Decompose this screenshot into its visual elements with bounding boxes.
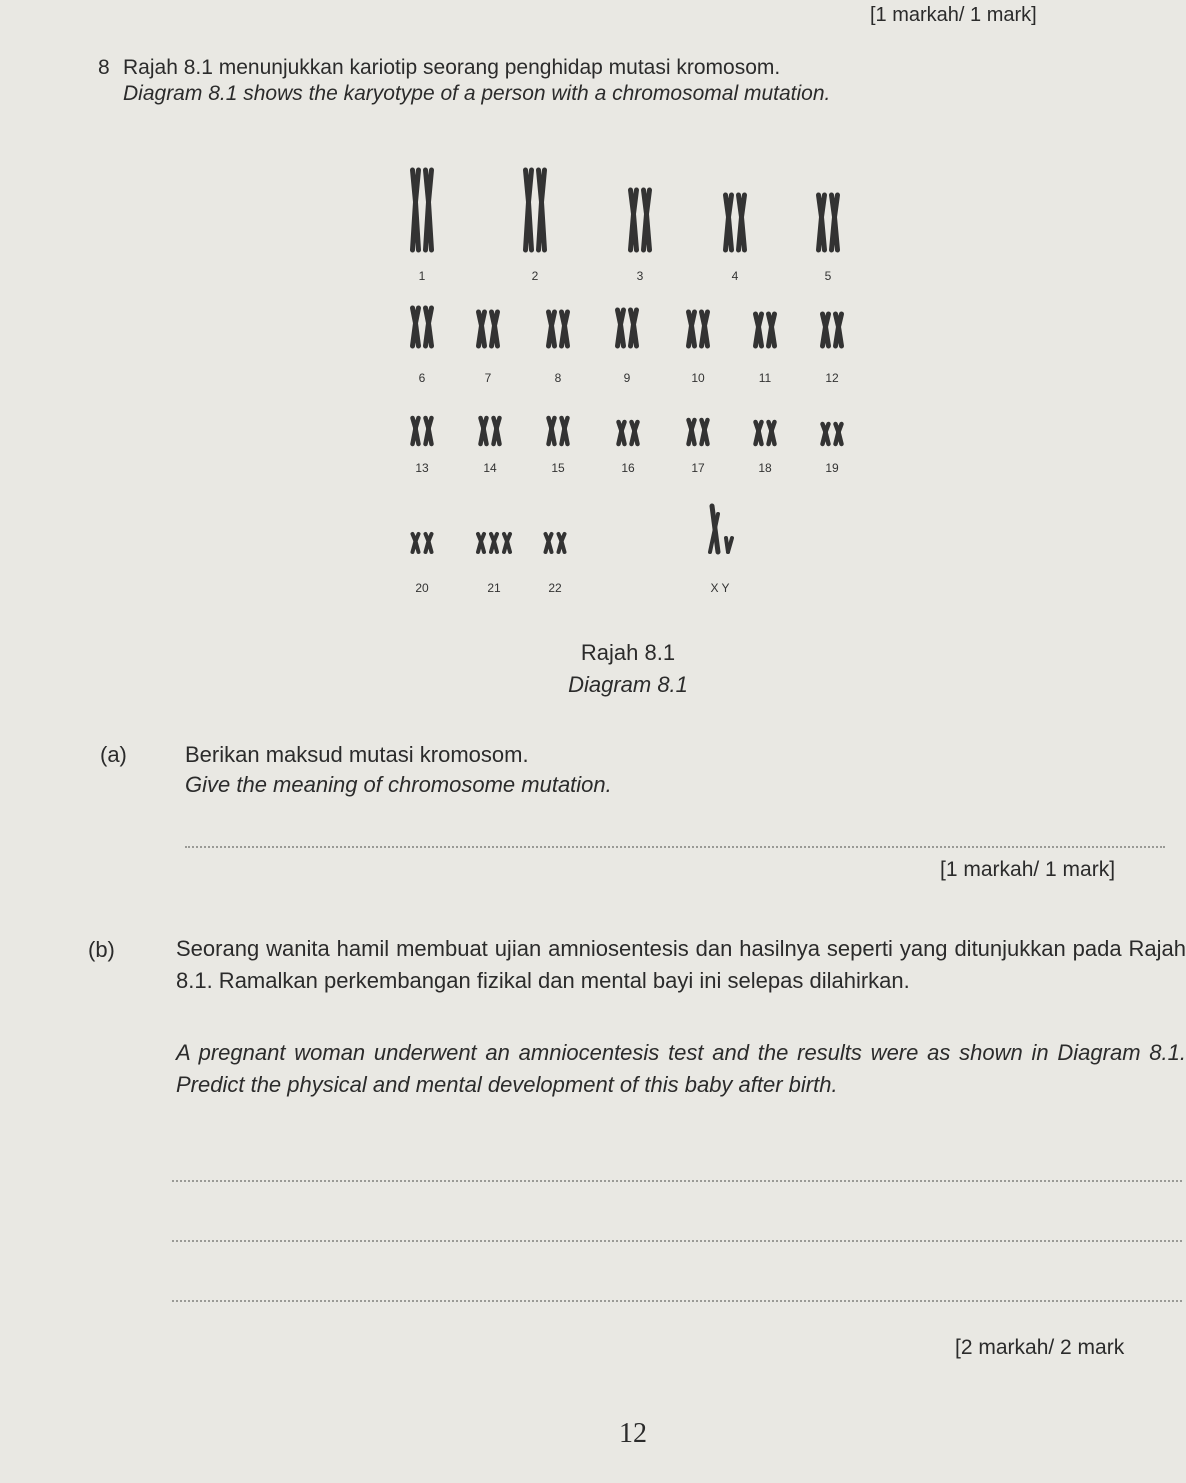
- chromosome-15: [549, 418, 568, 444]
- chromosome-label: 2: [531, 269, 539, 283]
- chromosome-label: 22: [548, 581, 562, 595]
- part-b-label: (b): [88, 937, 115, 962]
- chromosome-18: [756, 422, 775, 444]
- chromosome-2: [526, 170, 545, 250]
- part-b-malay: Seorang wanita hamil membuat ujian amniosentesis dan hasilnya seperti yang ditunjukkan pada Rajah 8.1. Ramalkan perkembangan fizikal dan mental bayi ini selepas dilahirkan.: [176, 936, 1186, 993]
- answer-line-b3[interactable]: [172, 1300, 1182, 1302]
- chromosome-label: 21: [487, 581, 501, 595]
- chromosome-label: 10: [691, 371, 705, 385]
- chromosome-label: 5: [824, 269, 832, 283]
- part-a-english: Give the meaning of chromosome mutation.: [185, 772, 612, 797]
- part-a-malay: Berikan maksud mutasi kromosom.: [185, 742, 529, 767]
- chromosome-label: 8: [554, 371, 562, 385]
- question-text-malay: Rajah 8.1 menunjukkan kariotip seorang penghidap mutasi kromosom.: [123, 56, 781, 79]
- part-b-mark: [2 markah/ 2 mark: [955, 1336, 1125, 1359]
- chromosome-14: [481, 418, 500, 444]
- part-a-mark: [1 markah/ 1 mark]: [940, 858, 1116, 881]
- chromosome-21: [478, 534, 510, 552]
- chromosome-5: [819, 195, 838, 250]
- page-number: 12: [619, 1418, 647, 1449]
- chromosome-label: 4: [731, 269, 739, 283]
- chromosome-label: 19: [825, 461, 839, 475]
- chromosome-22: [546, 534, 565, 552]
- chromosome-label: 6: [418, 371, 426, 385]
- answer-line-b2[interactable]: [172, 1240, 1182, 1242]
- chromosome-6: [413, 308, 432, 346]
- chromosome-label: 16: [621, 461, 635, 475]
- chromosome-8: [549, 312, 568, 346]
- chromosome-23: [710, 506, 732, 552]
- chromosome-label: 11: [758, 371, 772, 385]
- chromosome-label: 7: [484, 371, 492, 385]
- chromosome-16: [619, 422, 638, 444]
- part-a-label: (a): [100, 742, 127, 767]
- chromosome-20: [413, 534, 432, 552]
- answer-line-b1[interactable]: [172, 1180, 1182, 1182]
- chromosome-12: [823, 314, 842, 346]
- chromosome-4: [726, 195, 745, 250]
- chromosome-label: 17: [691, 461, 705, 475]
- chromosome-label: 1: [418, 269, 426, 283]
- chromosome-1: [413, 170, 432, 250]
- chromosome-label: 18: [758, 461, 772, 475]
- chromosome-label: 14: [483, 461, 497, 475]
- question-number: 8: [98, 56, 110, 79]
- chromosome-11: [756, 314, 775, 346]
- answer-line-a[interactable]: [185, 846, 1165, 848]
- chromosome-17: [689, 420, 708, 444]
- chromosome-10: [689, 312, 708, 346]
- chromosome-13: [413, 418, 432, 444]
- diagram-caption-english: Diagram 8.1: [568, 672, 688, 697]
- karyotype-diagram: [380, 150, 860, 610]
- chromosome-label: 12: [825, 371, 839, 385]
- chromosome-label: 3: [636, 269, 644, 283]
- chromosome-label: X Y: [710, 581, 730, 595]
- chromosome-label: 20: [415, 581, 429, 595]
- chromosome-9: [618, 310, 637, 346]
- part-b-english: A pregnant woman underwent an amniocentesis test and the results were as shown in Diagram 8.1. Predict the physical and mental development of this baby after birth.: [176, 1040, 1186, 1097]
- chromosome-7: [479, 312, 498, 346]
- question-text-english: Diagram 8.1 shows the karyotype of a person with a chromosomal mutation.: [123, 82, 831, 105]
- chromosome-label: 15: [551, 461, 565, 475]
- chromosome-3: [631, 190, 650, 250]
- chromosome-label: 13: [415, 461, 429, 475]
- top-mark: [1 markah/ 1 mark]: [870, 4, 1037, 26]
- chromosome-19: [823, 424, 842, 444]
- diagram-caption-malay: Rajah 8.1: [580, 640, 676, 665]
- chromosome-label: 9: [623, 371, 631, 385]
